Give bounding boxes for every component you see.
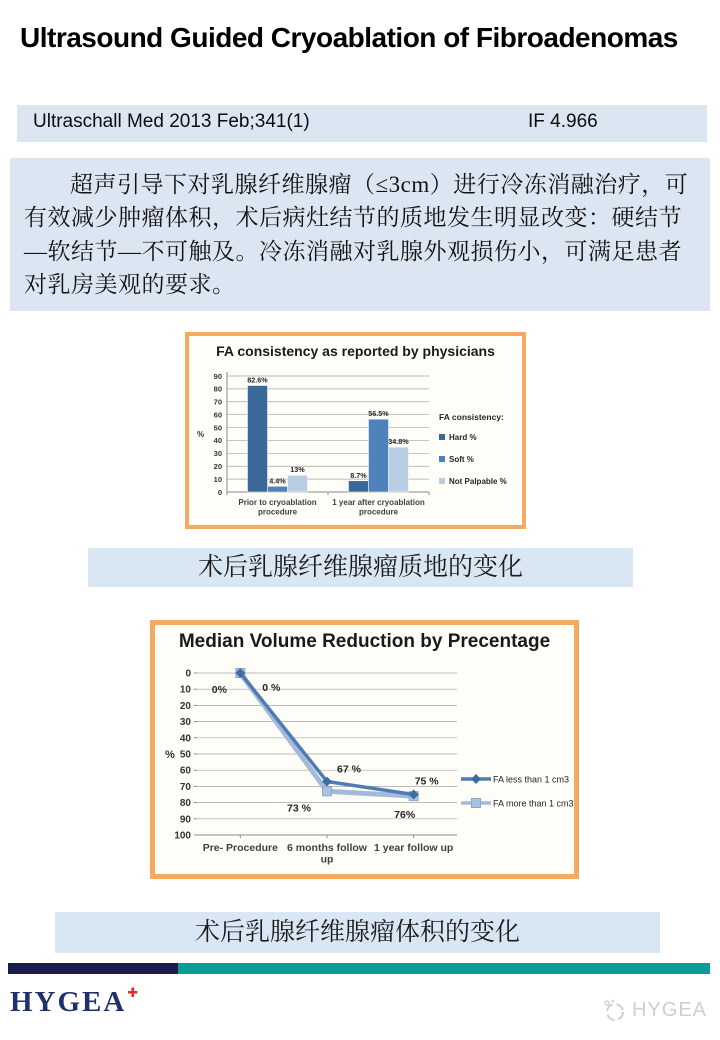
svg-text:30: 30 (213, 449, 222, 459)
svg-text:90: 90 (213, 371, 222, 381)
svg-text:40: 40 (179, 733, 191, 745)
svg-text:82.6%: 82.6% (247, 375, 268, 385)
svg-text:76%: 76% (394, 809, 416, 822)
svg-text:8.7%: 8.7% (350, 470, 367, 480)
svg-text:0: 0 (217, 487, 222, 497)
svg-text:67 %: 67 % (337, 763, 361, 776)
hygea-watermark-text: HYGEA (632, 998, 708, 1021)
svg-text:Prior to cryoablationprocedure: Prior to cryoablation procedure (238, 498, 317, 517)
svg-text:73 %: 73 % (287, 802, 311, 815)
svg-text:40: 40 (213, 436, 222, 446)
svg-text:50: 50 (213, 423, 222, 433)
svg-text:30: 30 (179, 717, 191, 729)
svg-text:Soft %: Soft % (449, 455, 474, 464)
hygea-watermark (601, 997, 707, 1023)
svg-text:100: 100 (174, 830, 191, 842)
page-title: Ultrasound Guided Cryoablation of Fibroadenomas (20, 22, 678, 53)
svg-text:90: 90 (179, 814, 191, 826)
hygea-logo-text: HYGEA (10, 986, 127, 1018)
hygea-watermark-icon (601, 997, 627, 1023)
svg-text:80: 80 (179, 798, 191, 810)
figure2-caption: 术后乳腺纤维腺瘤体积的变化 (55, 912, 660, 953)
figure2-title: Median Volume Reduction by Precentage (178, 631, 551, 652)
svg-text:0 %: 0 % (262, 682, 281, 694)
svg-text:10: 10 (213, 474, 222, 484)
footer-bar-teal (178, 963, 710, 974)
svg-text:0: 0 (185, 668, 191, 680)
svg-text:13%: 13% (290, 465, 305, 475)
svg-text:50: 50 (179, 749, 191, 761)
red-cross-icon: ✚ (127, 986, 141, 1001)
svg-text:1 year after cryoablationproce: 1 year after cryoablation procedure (332, 498, 425, 517)
svg-text:Not Palpable %: Not Palpable % (449, 477, 507, 486)
svg-text:%: % (165, 749, 175, 761)
svg-text:60: 60 (179, 765, 191, 777)
svg-text:FA consistency:: FA consistency: (439, 412, 504, 422)
svg-text:20: 20 (179, 700, 191, 712)
svg-text:70: 70 (213, 397, 222, 407)
figure1-card (185, 332, 526, 529)
abstract-text: 超声引导下对乳腺纤维腺瘤（≤3cm）进行冷冻消融治疗，可有效减少肿瘤体积，术后病灶结节的质地发生明显改变：硬结节—软结节—不可触及。冷冻消融对乳腺外观损伤小，可满足患者对乳房美观的要求。 (24, 172, 689, 298)
svg-text:%: % (197, 430, 205, 439)
svg-text:6 months followup: 6 months follow up (287, 842, 367, 866)
line-chart (155, 659, 574, 873)
svg-text:FA more than 1 cm3: FA more than 1 cm3 (493, 798, 574, 809)
svg-text:4.4%: 4.4% (269, 476, 286, 486)
svg-text:Hard %: Hard % (449, 433, 477, 442)
svg-text:Pre- Procedure: Pre- Procedure (202, 842, 278, 854)
svg-text:80: 80 (213, 384, 222, 394)
bar-chart (189, 364, 522, 526)
svg-text:75 %: 75 % (414, 775, 439, 788)
svg-text:20: 20 (213, 462, 222, 472)
svg-text:FA less than 1 cm3: FA less than 1 cm3 (493, 774, 570, 785)
figure2-card (150, 620, 579, 879)
svg-text:34.8%: 34.8% (388, 437, 409, 447)
svg-text:10: 10 (179, 684, 191, 696)
abstract-panel (10, 158, 710, 311)
svg-text:60: 60 (213, 410, 222, 420)
hygea-logo (10, 986, 140, 1019)
impact-factor: IF 4.966 (528, 111, 598, 132)
journal-ribbon (17, 105, 707, 142)
journal-citation: Ultraschall Med 2013 Feb;341(1) (33, 111, 310, 132)
figure1-title: FA consistency as reported by physicians (216, 343, 495, 359)
footer-bar-navy (8, 963, 178, 974)
svg-text:0%: 0% (211, 684, 227, 696)
svg-text:70: 70 (179, 781, 191, 793)
svg-text:56.5%: 56.5% (368, 409, 389, 419)
figure1-caption: 术后乳腺纤维腺瘤质地的变化 (88, 548, 633, 587)
svg-text:1 year follow up: 1 year follow up (373, 842, 454, 854)
